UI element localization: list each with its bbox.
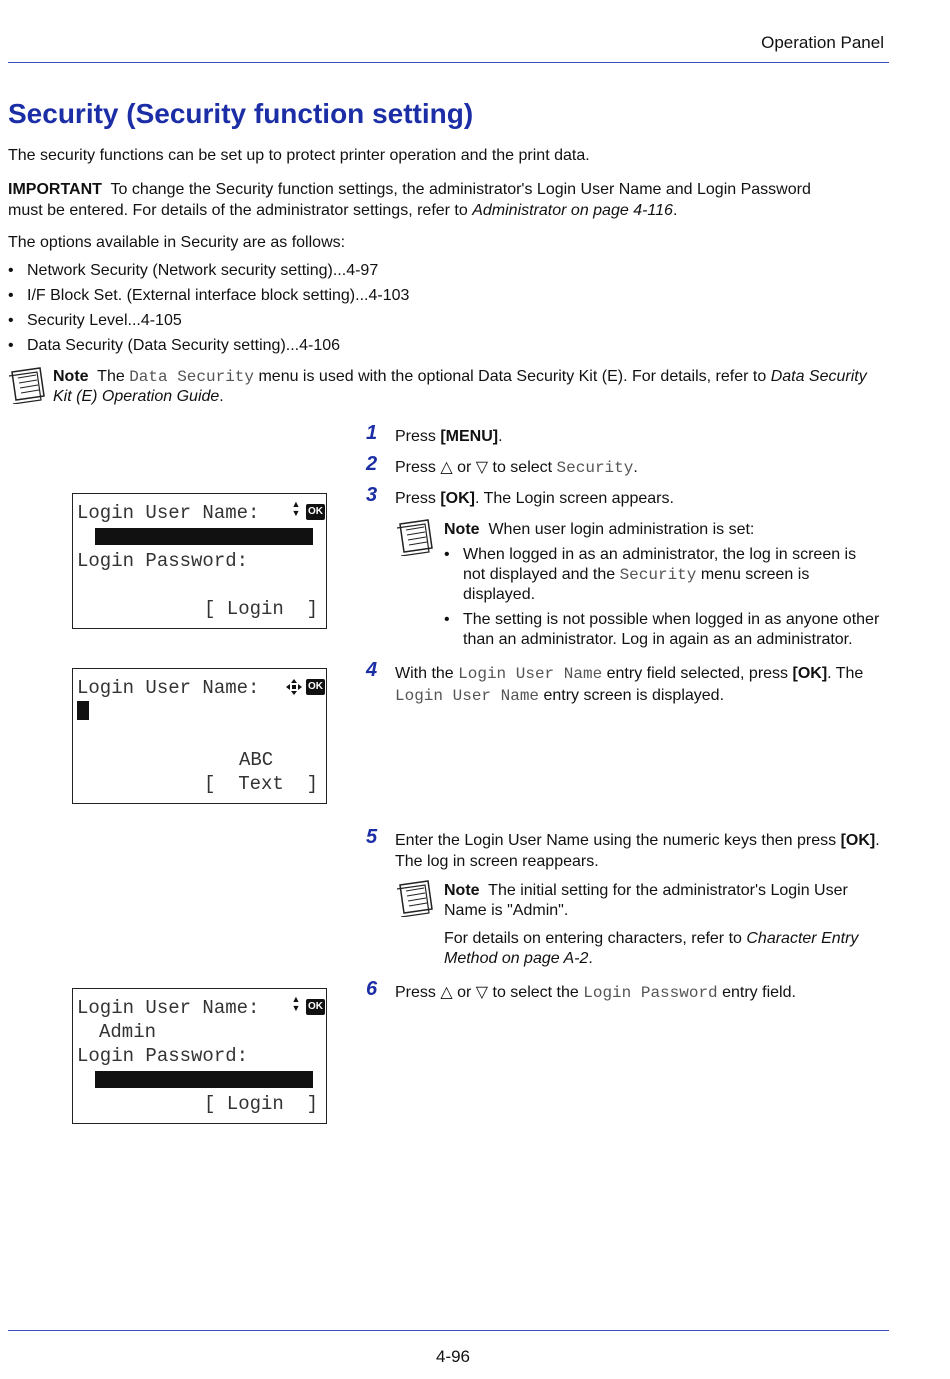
step-5-text	[395, 830, 895, 872]
s3note-b2-b: than an administrator. Log in again as an administrator.	[463, 631, 853, 648]
lcd-login-softkey: [ Login ]	[204, 1093, 319, 1115]
s4-mono2: Login User Name	[395, 687, 540, 705]
options-list	[8, 260, 608, 360]
important-text-b: must be entered. For details of the administrator settings, refer to	[8, 202, 473, 219]
step-number: 5	[366, 826, 378, 848]
step-1-text	[395, 426, 503, 447]
lcd-login-screen-filled	[72, 988, 327, 1124]
lcd-login-softkey: [ Login ]	[204, 598, 319, 620]
s5-pre: Enter the Login User Name using the numeric keys then press	[395, 832, 841, 849]
step-number: 4	[366, 659, 378, 681]
s5-line2: The log in screen reappears.	[395, 853, 599, 870]
s3-pre: Press	[395, 490, 441, 507]
bullet-dot: •	[8, 337, 14, 354]
lcd-text-softkey: [ Text ]	[204, 773, 319, 795]
note-data-security	[53, 367, 893, 407]
lcd-login-screen	[72, 493, 327, 629]
list-item	[8, 285, 608, 310]
step-2-text	[395, 457, 638, 479]
s5note-ref-b: Method on page A-2	[444, 950, 589, 967]
note-label: Note	[444, 882, 480, 899]
important-ref: Administrator on page 4-116	[472, 202, 673, 219]
header-section-label: Operation Panel	[761, 33, 884, 52]
options-intro: The options available in Security are as follows:	[8, 234, 346, 251]
option-if-block-set: I/F Block Set. (External interface block setting)...4-103	[27, 287, 410, 304]
intro-text: The security functions can be set up to protect printer operation and the print data.	[8, 147, 590, 164]
s4-mono1: Login User Name	[458, 665, 603, 683]
note-label: Note	[444, 521, 480, 538]
s2-end: .	[633, 459, 638, 476]
s5note-end: .	[588, 950, 593, 967]
s5-end: .	[875, 832, 880, 849]
important-label: IMPORTANT	[8, 181, 102, 198]
note-icon	[394, 879, 434, 917]
s3note-text: When user login administration is set:	[488, 521, 755, 538]
important-end: .	[672, 202, 678, 219]
note-icon	[394, 518, 434, 556]
step-3-note	[444, 520, 754, 540]
s3note-b1-b: not displayed and the	[463, 566, 620, 583]
note1-ref-a: Data Security	[770, 368, 867, 385]
bullet-dot: •	[444, 611, 450, 628]
s3note-b1-a: When logged in as an administrator, the log in screen is	[463, 546, 857, 563]
s3note-b1-mono: Security	[619, 566, 697, 584]
important-text-a: To change the Security function settings, the administrator's Login User Name and Login Password	[110, 181, 811, 198]
four-way-arrows-icon	[285, 678, 303, 696]
lcd-input-field-highlight	[95, 1071, 313, 1088]
bullet-dot: •	[444, 546, 450, 563]
lcd-login-user-name-label: Login User Name:	[77, 502, 260, 524]
note-label: Note	[53, 368, 89, 385]
text-cursor	[77, 701, 89, 720]
step-number: 3	[366, 484, 378, 506]
list-item	[8, 335, 608, 360]
bullet-dot: •	[8, 312, 14, 329]
s5note-text-a: The initial setting for the administrator's Login User	[488, 882, 848, 899]
bullet-dot: •	[8, 287, 14, 304]
lcd-login-password-label: Login Password:	[77, 1045, 249, 1067]
step-number: 1	[366, 422, 378, 444]
s3-end: . The Login screen appears.	[475, 490, 674, 507]
s5note-ref-a: Character Entry	[746, 930, 859, 947]
up-down-arrows-icon: ▲ ▼	[291, 994, 301, 1013]
s3note-bullet-1	[444, 545, 894, 605]
ok-icon: OK	[306, 504, 325, 520]
ok-icon: OK	[306, 999, 325, 1015]
note1-ref-b: Kit (E) Operation Guide	[53, 388, 220, 405]
s4-end2: entry screen is displayed.	[539, 687, 725, 704]
s3note-b1-c: menu screen is	[696, 566, 810, 583]
s6-end: entry field.	[717, 984, 796, 1001]
s4-mid: entry field selected, press	[602, 665, 793, 682]
header-rule	[8, 62, 889, 63]
s3note-bullet-2	[444, 610, 894, 650]
lcd-login-user-name-label: Login User Name:	[77, 997, 260, 1019]
lcd-user-name-value: Admin	[99, 1021, 157, 1043]
lcd-login-user-name-label: Login User Name:	[77, 677, 260, 699]
s6-pre: Press △ or ▽ to select the	[395, 984, 584, 1001]
step-5-note	[444, 881, 894, 921]
lcd-text-entry-screen	[72, 668, 327, 804]
s2-mono: Security	[556, 459, 634, 477]
option-network-security: Network Security (Network security setting)...4-97	[27, 262, 379, 279]
ok-key: [OK]	[792, 665, 828, 682]
s1-pre: Press	[395, 428, 441, 445]
s3note-b1-d: displayed.	[463, 586, 536, 603]
s6-mono: Login Password	[583, 984, 718, 1002]
s4-pre: With the	[395, 665, 459, 682]
s3note-b2-a: The setting is not possible when logged in as anyone other	[463, 611, 880, 628]
step-number: 2	[366, 453, 378, 475]
note1-end: .	[219, 388, 224, 405]
lcd-input-mode: ABC	[239, 749, 274, 771]
footer-rule	[8, 1330, 889, 1331]
bullet-dot: •	[8, 262, 14, 279]
s5note-text-b: Name is "Admin".	[444, 902, 569, 919]
step-6-text	[395, 982, 796, 1004]
lcd-login-password-label: Login Password:	[77, 550, 249, 572]
s4-end: . The	[827, 665, 864, 682]
option-security-level: Security Level...4-105	[27, 312, 182, 329]
step-3-text	[395, 488, 674, 509]
ok-icon: OK	[306, 679, 325, 695]
list-item	[8, 260, 608, 285]
note1-pre: The	[97, 368, 130, 385]
step-5-note-more	[444, 929, 894, 969]
step-4-text	[395, 663, 890, 707]
note-icon	[6, 366, 46, 404]
note1-mono: Data Security	[129, 368, 255, 386]
menu-key: [MENU]	[440, 428, 499, 445]
s5note-more-a: For details on entering characters, refer to	[444, 930, 747, 947]
s1-end: .	[498, 428, 503, 445]
ok-key: [OK]	[840, 832, 876, 849]
lcd-input-field-highlight	[95, 528, 313, 545]
list-item	[8, 310, 608, 335]
step-number: 6	[366, 978, 378, 1000]
s2-pre: Press △ or ▽ to select	[395, 459, 557, 476]
option-data-security: Data Security (Data Security setting)...4-106	[27, 337, 341, 354]
page-number: 4-96	[435, 1347, 471, 1366]
page-title: Security (Security function setting)	[8, 98, 474, 129]
up-down-arrows-icon: ▲ ▼	[291, 499, 301, 518]
note1-mid: menu is used with the optional Data Security Kit (E). For details, refer to	[254, 368, 771, 385]
important-block	[8, 179, 888, 221]
ok-key: [OK]	[440, 490, 475, 507]
